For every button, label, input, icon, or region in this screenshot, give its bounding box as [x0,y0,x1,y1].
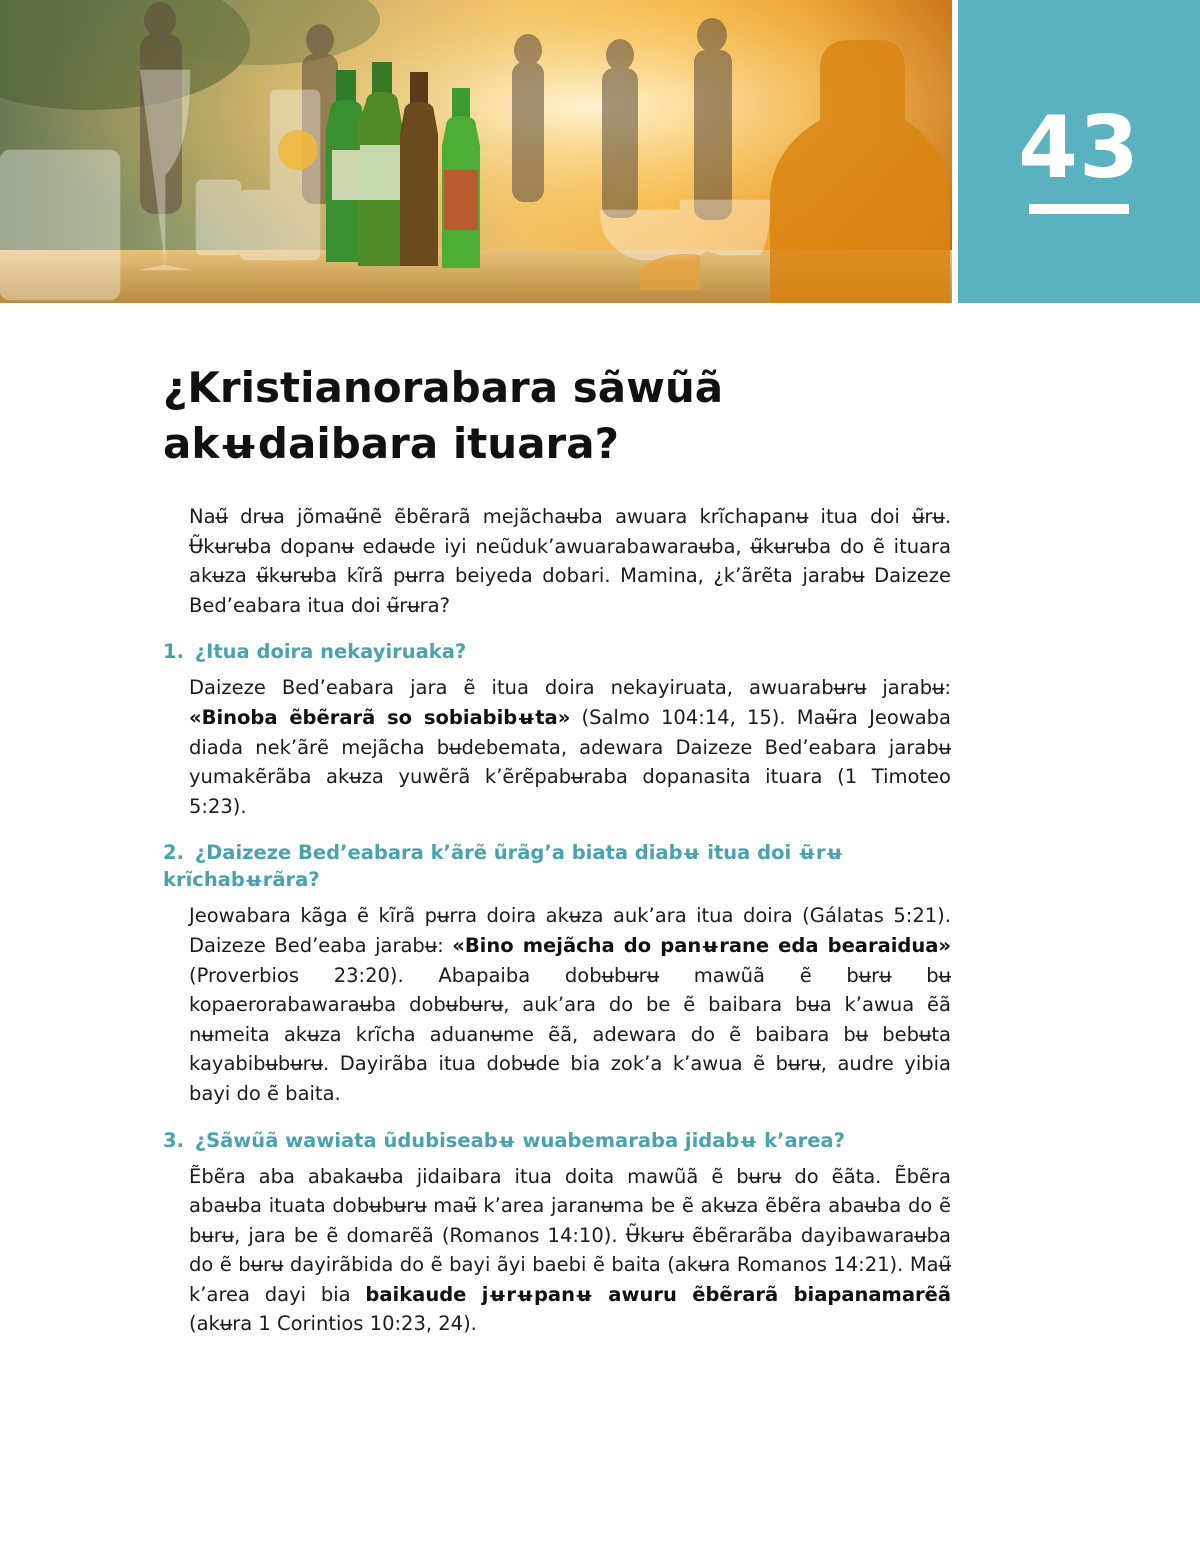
section-question-text: ¿Sãwũã wawiata ũdubiseabʉ wuabemaraba jidabʉ k’area? [194,1128,845,1152]
section-question [163,638,951,665]
section-number: 2. [163,841,184,865]
intro-paragraph: Naʉ̃ drʉa jõmaʉ̃nẽ ẽbẽrarã mejãchaʉba awuara krĩchapanʉ itua doi ʉ̃rʉ. Ʉ̃kʉrʉba dopanʉ edaʉde iyi neũduk’awuarabawaraʉba, ʉ̃kʉrʉba do ẽ ituara akʉza ʉ̃kʉrʉba kĩrã pʉrra beiyeda dobari. Mamina, ¿k’ãrẽta jarabʉ Daizeze Bed’eabara itua doi ʉ̃rʉra? [189,505,951,617]
section-number: 1. [163,640,184,664]
page-title [163,360,963,472]
paragraph-text: Daizeze Bed’eabara jara ẽ itua doira nekayiruata, awuarabʉrʉ jarabʉ: [189,676,951,700]
section-3 [163,1127,951,1340]
lesson-number: 43 [1018,98,1140,198]
paragraph-emphasis: «Bino mejãcha do panʉrane eda bearaidua» [452,933,952,957]
party-drinks-illustration [0,0,952,303]
section-question-text: ¿Itua doira nekayiruaka? [194,640,467,664]
section-2 [163,839,951,1108]
title-line-1: ¿Kristianorabara sãwũã [163,363,724,412]
section-question [163,1127,951,1154]
article-body [163,502,951,1339]
paragraph-emphasis: baikaude jʉrʉpanʉ awuru ẽbẽrarã biapanamarẽã [365,1282,952,1306]
section-paragraph [189,1162,951,1340]
section-question [163,839,951,893]
lesson-number-underline [1029,204,1129,214]
header-photo [0,0,952,303]
paragraph-text: (akʉra 1 Corintios 10:23, 24). [189,1312,477,1336]
section-paragraph [189,901,951,1108]
paragraph-text: (Salmo 104:14, 15). Maʉ̃ra Jeowaba diada nek’ãrẽ mejãcha bʉdebemata, adewara Daizeze Bed’eabara jarabʉ yumakẽrãba akʉza yuwẽrã k’ẽrẽpabʉraba dopanasita ituara (1 Timoteo 5:23). [189,705,951,818]
paragraph-emphasis: «Binoba ẽbẽrarã so sobiabibʉta» [189,705,571,729]
title-line-2: akʉdaibara ituara? [163,419,619,468]
paragraph-text: (Proverbios 23:20). Abapaiba dobʉbʉrʉ mawũã ẽ bʉrʉ bʉ kopaerorabawaraʉba dobʉbʉrʉ, auk’ara do be ẽ baibara bʉa k’awua ẽã nʉmeita akʉza krĩcha aduanʉme ẽã, adewara do ẽ baibara bʉ bebʉta kayabibʉbʉrʉ. Dayirãba itua dobʉde bia zok’a k’awua ẽ bʉrʉ, audre yibia bayi do ẽ baita. [189,963,951,1105]
section-paragraph [189,673,951,821]
paragraph-text: Jeowabara kãga ẽ kĩrã pʉrra doira akʉza auk’ara itua doira (Gálatas 5:21). Daizeze Bed’eaba jarabʉ: [189,904,951,957]
lesson-number-block [958,0,1200,303]
section-number: 3. [163,1128,184,1152]
section-1 [163,638,951,821]
paragraph-text: Ẽbẽra aba abakaʉba jidaibara itua doita mawũã ẽ bʉrʉ do ẽãta. Ẽbẽra abaʉba ituata dobʉbʉrʉ maʉ̃ k’area jaranʉma be ẽ akʉza ẽbẽra abaʉba do ẽ bʉrʉ, jara be ẽ domarẽã (Romanos 14:10). Ʉ̃kʉrʉ ẽbẽrarãba dayibawaraʉba do ẽ bʉrʉ dayirãbida do ẽ bayi ãyi baebi ẽ baita (akʉra Romanos 14:21). Maʉ̃ k’area dayi bia [189,1164,951,1306]
section-question-text: ¿Daizeze Bed’eabara k’ãrẽ ũrãg’a biata diabʉ itua doi ʉ̃rʉ krĩchabʉrãra? [163,841,844,892]
